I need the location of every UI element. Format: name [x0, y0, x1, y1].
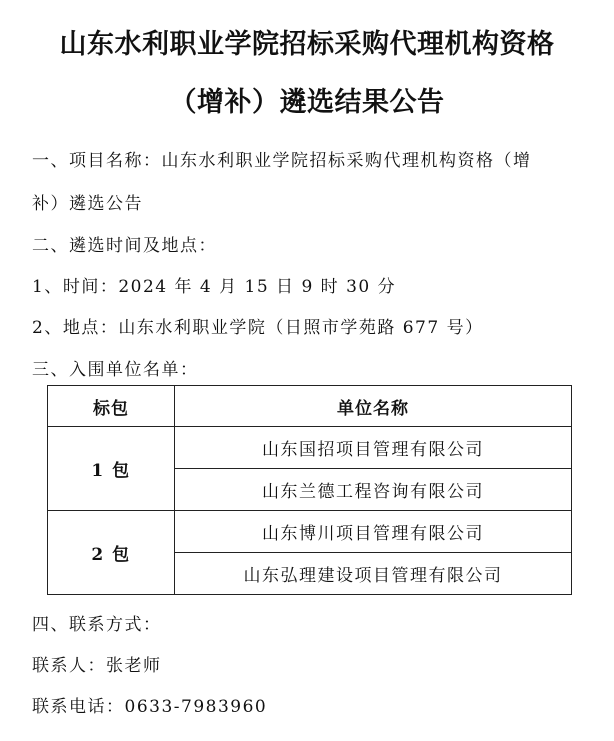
column-header-package: 标包 — [48, 386, 175, 427]
contact-person: 联系人：张老师 — [32, 656, 162, 676]
table-header-row — [48, 386, 572, 427]
project-name-line-1: 一、项目名称：山东水利职业学院招标采购代理机构资格（增 — [32, 151, 532, 171]
table-row — [48, 427, 572, 469]
table-row — [48, 511, 572, 553]
contact-phone: 联系电话：0633-7983960 — [32, 697, 268, 717]
selection-time-place-heading: 二、遴选时间及地点： — [32, 236, 217, 256]
announcement-title-line-1: 山东水利职业学院招标采购代理机构资格 — [59, 29, 555, 60]
column-header-unit-name: 单位名称 — [175, 386, 572, 427]
shortlist-heading: 三、入围单位名单： — [32, 360, 199, 380]
project-name-line-2: 补）遴选公告 — [32, 194, 143, 214]
announcement-title-line-2: （增补）遴选结果公告 — [169, 87, 445, 118]
shortlist-table — [47, 385, 572, 595]
unit-name-cell: 山东弘理建设项目管理有限公司 — [175, 553, 572, 595]
contact-heading: 四、联系方式： — [32, 615, 162, 635]
package-cell: 1 包 — [48, 427, 175, 511]
unit-name-cell: 山东兰德工程咨询有限公司 — [175, 469, 572, 511]
selection-time: 1、时间：2024 年 4 月 15 日 9 时 30 分 — [32, 277, 397, 297]
package-cell: 2 包 — [48, 511, 175, 595]
unit-name-cell: 山东国招项目管理有限公司 — [175, 427, 572, 469]
selection-place: 2、地点：山东水利职业学院（日照市学苑路 677 号） — [32, 318, 484, 338]
unit-name-cell: 山东博川项目管理有限公司 — [175, 511, 572, 553]
